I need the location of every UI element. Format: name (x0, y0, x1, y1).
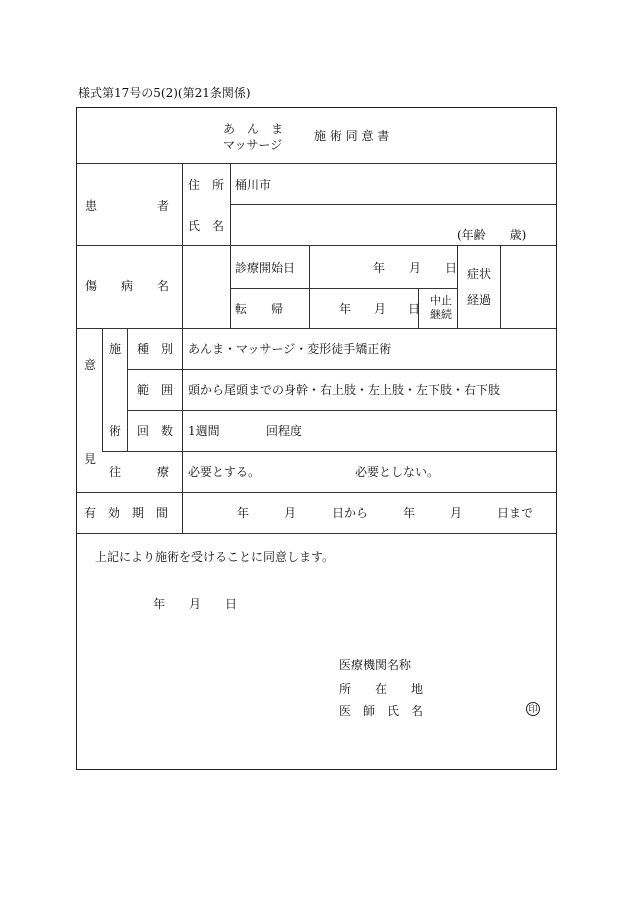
patient-label: 患 者 (85, 199, 170, 213)
diagnosis-label: 傷 病 名 (85, 279, 170, 293)
type-label: 種 別 (137, 342, 174, 356)
range-label: 範 囲 (137, 383, 174, 397)
outcome-year: 年 (339, 302, 352, 316)
title-line1: あ ん ま (223, 122, 284, 136)
outcome-day: 日 (408, 302, 421, 316)
validity-year2: 年 (403, 506, 416, 520)
onset-year: 年 (373, 261, 386, 275)
count-week: 1週間 (188, 424, 220, 438)
title-line2: マッサージ (223, 138, 283, 152)
consent-year: 年 (153, 597, 166, 611)
doctor-label: 医 師 氏 名 (339, 704, 424, 718)
treat-side-top: 施 (109, 342, 122, 356)
rule-opinion-bottom (77, 492, 556, 493)
opinion-side-bottom: 見 (84, 452, 97, 466)
count-label: 回 数 (137, 424, 174, 438)
rule-range-bottom (127, 410, 556, 411)
symptom-line2: 経過 (467, 293, 492, 307)
validity-from: 日から (332, 506, 369, 520)
seal-mark-icon: 印 (526, 702, 540, 716)
rule-symptom-col (457, 245, 458, 328)
rule-label-col (182, 492, 183, 533)
rule-label-col (182, 163, 183, 245)
name-label: 氏 名 (188, 219, 225, 233)
stop-line1: 中止 (430, 294, 452, 307)
rule-count-bottom (102, 451, 556, 452)
stop-line2: 継続 (430, 308, 452, 321)
outcome-month: 月 (374, 302, 387, 316)
address-label: 住 所 (188, 178, 225, 192)
validity-until: 日まで (497, 506, 534, 520)
rule-patient-sub (230, 163, 231, 245)
validity-year1: 年 (237, 506, 250, 520)
address-value: 桶川市 (235, 178, 272, 192)
rule-treat-side (127, 328, 128, 451)
rule-opinion-side (102, 328, 103, 451)
house-label: 往 療 (109, 465, 170, 479)
consent-month: 月 (189, 597, 202, 611)
location-label: 所 在 地 (339, 682, 424, 696)
onset-label: 診療開始日 (235, 261, 296, 275)
form-number: 様式第17号の5(2)(第21条関係) (78, 86, 251, 100)
count-degree: 回程度 (266, 424, 303, 438)
consent-statement: 上記により施術を受けることに同意します。 (95, 550, 335, 564)
rule-patient-bottom (77, 245, 556, 246)
rule-diagnosis-sub (182, 245, 183, 328)
treat-side-bottom: 術 (109, 424, 122, 438)
validity-month2: 月 (450, 506, 463, 520)
rule-opinion-label (182, 328, 183, 492)
age-text: (年齢 歳) (457, 228, 527, 242)
title-suffix: 施 術 同 意 書 (314, 129, 390, 143)
rule-type-bottom (127, 369, 556, 370)
house-noneed: 必要としない。 (355, 465, 440, 479)
range-value: 頭から尾頭までの身幹・右上肢・左上肢・左下肢・右下肢 (188, 383, 501, 397)
onset-day: 日 (445, 261, 458, 275)
rule-diagnosis-sub (230, 245, 231, 328)
validity-month1: 月 (284, 506, 297, 520)
rule-address-bottom (230, 204, 556, 205)
outcome-label: 転 帰 (235, 302, 284, 316)
type-value: あんま・マッサージ・変形徒手矯正術 (188, 342, 392, 356)
rule-diagnosis-bottom (77, 328, 556, 329)
onset-month: 月 (409, 261, 422, 275)
opinion-side-top: 意 (84, 358, 97, 372)
house-need: 必要とする。 (188, 465, 261, 479)
rule-onset-bottom (230, 288, 457, 289)
rule-symptom-col (500, 245, 501, 328)
institution-label: 医療機関名称 (339, 658, 412, 672)
validity-label: 有 効 期 間 (84, 506, 169, 520)
consent-form (76, 107, 557, 770)
symptom-line1: 症状 (467, 267, 492, 281)
rule-date-col (309, 245, 310, 328)
rule-validity-bottom (77, 533, 556, 534)
rule-title-bottom (77, 163, 556, 164)
consent-day: 日 (225, 597, 238, 611)
